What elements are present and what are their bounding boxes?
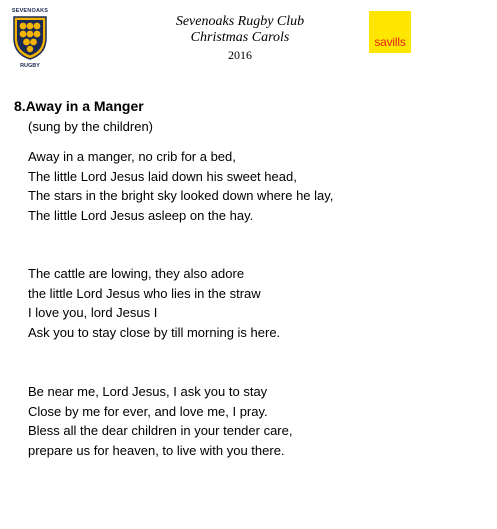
crest-top-text: SEVENOAKS — [11, 8, 49, 14]
verse-line: Away in a manger, no crib for a bed, — [28, 149, 236, 164]
verse-line: The little Lord Jesus laid down his sweet head, — [28, 168, 297, 184]
verse-line: I love you, lord Jesus I — [28, 305, 158, 320]
verse-line: The stars in the bright sky looked down where he lay, — [28, 188, 334, 203]
verse-line: The little Lord Jesus asleep on the hay. — [28, 207, 254, 223]
verse-line: the little Lord Jesus who lies in the straw — [28, 285, 261, 301]
sponsor-name: savills — [374, 35, 406, 49]
song-title: 8.Away in a Manger — [14, 98, 144, 114]
verse-line: Be near me, Lord Jesus, I ask you to stay — [28, 384, 268, 399]
shield-icon — [13, 16, 47, 60]
sponsor-logo — [369, 11, 411, 53]
verse-line: Close by me for ever, and love me, I pray. — [28, 403, 268, 419]
event-name: Christmas Carols — [190, 30, 290, 45]
verse-line: Bless all the dear children in your tender care, — [28, 423, 293, 438]
verse-1 — [28, 147, 333, 225]
crest-bottom-text: RUGBY — [20, 63, 40, 69]
club-name: Sevenoaks Rugby Club — [175, 14, 305, 29]
song-note: (sung by the children) — [28, 119, 154, 134]
event-year: 2016 — [228, 48, 252, 62]
verse-3 — [28, 382, 292, 460]
verse-line: The cattle are lowing, they also adore — [28, 266, 245, 281]
verse-line: prepare us for heaven, to live with you there. — [28, 442, 285, 458]
club-crest-logo — [10, 8, 50, 70]
page-header — [120, 14, 360, 63]
verse-line: Ask you to stay close by till morning is here. — [28, 324, 281, 340]
verse-2 — [28, 264, 280, 342]
